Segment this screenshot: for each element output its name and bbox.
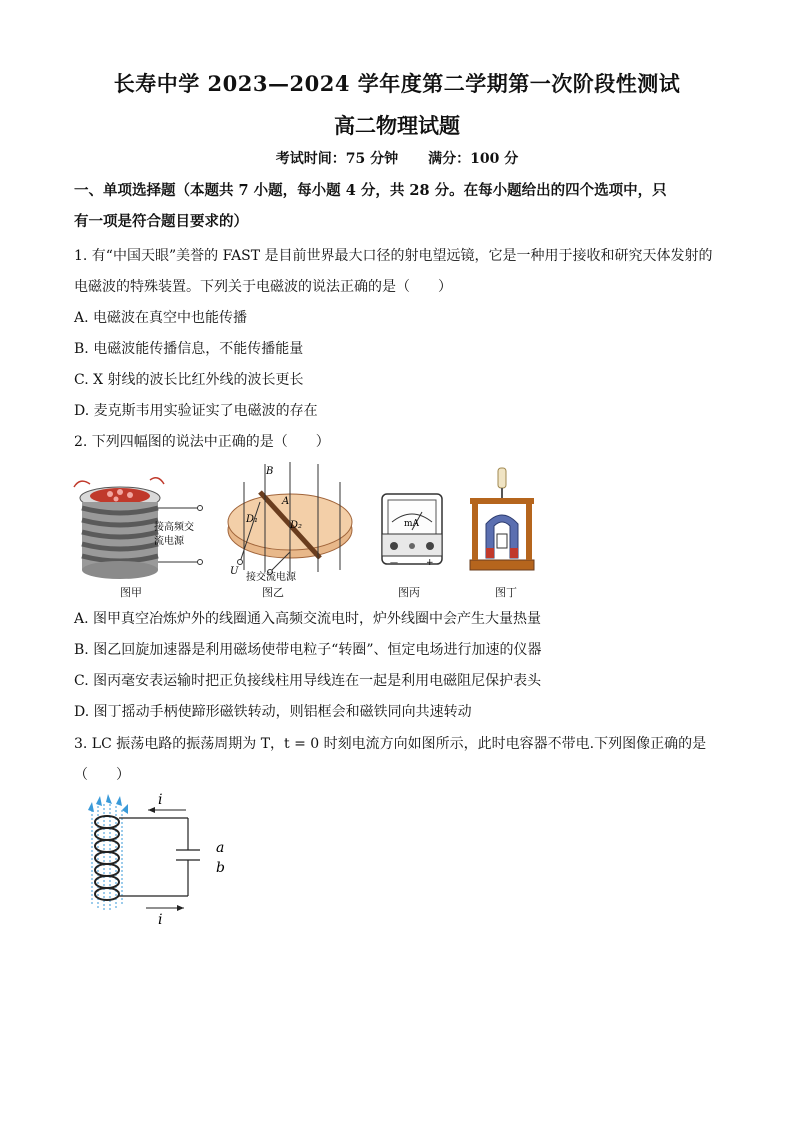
figure-jia-furnace bbox=[74, 478, 203, 579]
q2-option-b: B. 图乙回旋加速器是利用磁场使带电粒子“转圈”、恒定电场进行加速的仪器 bbox=[74, 642, 542, 658]
q1-option-c: C. X 射线的波长比红外线的波长更长 bbox=[74, 372, 304, 388]
q3-lc-circuit bbox=[78, 790, 238, 930]
figure-yi-cyclotron bbox=[228, 462, 352, 583]
q1-option-d: D. 麦克斯韦用实验证实了电磁波的存在 bbox=[74, 403, 318, 419]
figure-bing-milliammeter bbox=[382, 494, 442, 568]
section-heading-line2: 有一项是符合题目要求的） bbox=[74, 213, 248, 230]
q3-current-label-top: i bbox=[158, 792, 163, 808]
section-heading-line1: 一、单项选择题（本题共 7 小题，每小题 4 分，共 28 分。在每小题给出的四个选项中，只 bbox=[74, 182, 667, 199]
q1-stem-line1: 1. 有“中国天眼”美誉的 FAST 是目前世界最大口径的射电望远镜，它是一种用于接收和研究天体发射的 bbox=[74, 248, 713, 264]
full-score: 满分：100 分 bbox=[428, 151, 519, 167]
q2-figures bbox=[60, 462, 560, 602]
q1-option-b: B. 电磁波能传播信息，不能传播能量 bbox=[74, 341, 304, 357]
q1-stem-line2: 电磁波的特殊装置。下列关于电磁波的说法正确的是（ ） bbox=[74, 279, 452, 295]
q3-stem-line1: 3. LC 振荡电路的振荡周期为 T，t = 0 时刻电流方向如图所示，此时电容器不带电.下列图像正确的是 bbox=[74, 736, 707, 752]
svg-text:—: — bbox=[390, 558, 398, 567]
exam-title: 长寿中学 2023—2024 学年度第二学期第一次阶段性测试 bbox=[113, 71, 681, 96]
figure-label-bing: 图丙 bbox=[398, 586, 420, 599]
q2-option-c: C. 图丙毫安表运输时把正负接线柱用导线连在一起是利用电磁阻尼保护表头 bbox=[74, 673, 542, 689]
q2-option-d: D. 图丁摇动手柄使蹄形磁铁转动，则铝框会和磁铁同向共速转动 bbox=[74, 704, 472, 720]
fig1-text-line2: 流电源 bbox=[154, 536, 184, 547]
fig2-text: 接交流电源 bbox=[246, 572, 296, 583]
section-heading bbox=[74, 175, 724, 237]
svg-text:+: + bbox=[426, 558, 434, 568]
fig2-letter-u: U bbox=[230, 566, 239, 577]
q2-option-a: A. 图甲真空冶炼炉外的线圈通入高频交流电时，炉外线圈中会产生大量热量 bbox=[74, 611, 542, 627]
q3-plate-b-label: b bbox=[216, 860, 225, 876]
q3-current-label-bottom: i bbox=[158, 912, 163, 928]
fig2-letter-d1: D₁ bbox=[246, 514, 259, 525]
fig1-text-line1: 接高频交 bbox=[154, 522, 194, 533]
exam-subtitle: 高二物理试题 bbox=[334, 113, 460, 138]
exam-meta bbox=[0, 148, 794, 168]
figure-label-yi: 图乙 bbox=[262, 586, 284, 599]
q3-plate-a-label: a bbox=[216, 840, 225, 856]
q1-option-a: A. 电磁波在真空中也能传播 bbox=[74, 310, 248, 326]
figure-label-jia: 图甲 bbox=[120, 586, 142, 599]
exam-time: 考试时间：75 分钟 bbox=[275, 151, 399, 167]
figure-ding-magnet bbox=[470, 468, 534, 570]
fig3-text: mA bbox=[404, 519, 420, 529]
fig2-letter-b: B bbox=[266, 466, 274, 477]
q3-stem-line2: （ ） bbox=[74, 767, 130, 783]
fig2-letter-d2: D₂ bbox=[290, 520, 303, 531]
q2-stem: 2. 下列四幅图的说法中正确的是（ ） bbox=[74, 434, 330, 450]
fig2-letter-a: A bbox=[282, 496, 290, 507]
figure-label-ding: 图丁 bbox=[495, 586, 517, 599]
